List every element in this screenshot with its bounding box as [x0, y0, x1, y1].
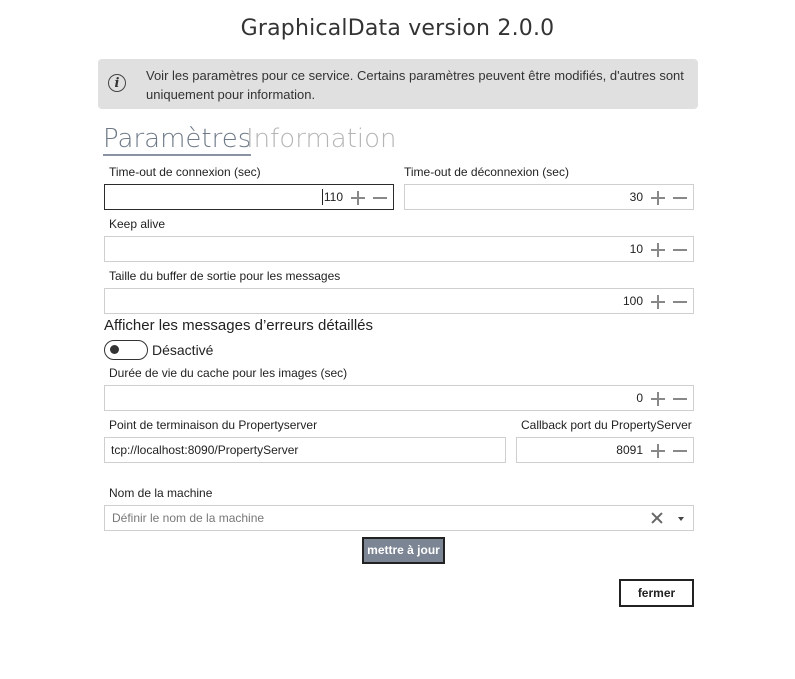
- tab-information[interactable]: Information: [246, 124, 397, 154]
- machine-name-placeholder: Définir le nom de la machine: [112, 511, 265, 525]
- toggle-knob: [110, 345, 119, 354]
- info-banner: [98, 59, 698, 109]
- disconnection-timeout-input[interactable]: [404, 184, 694, 210]
- machine-name-combobox[interactable]: [104, 505, 694, 531]
- plus-icon[interactable]: [650, 391, 666, 407]
- output-buffer-value: 100: [622, 294, 643, 308]
- output-buffer-label: Taille du buffer de sortie pour les messages: [109, 269, 341, 283]
- plus-icon[interactable]: [650, 294, 666, 310]
- close-button[interactable]: fermer: [619, 579, 694, 607]
- callback-port-value: 8091: [616, 443, 643, 457]
- tab-parametres[interactable]: Paramètres: [103, 124, 252, 154]
- minus-icon[interactable]: [372, 190, 388, 206]
- detailed-errors-state: Désactivé: [152, 342, 214, 358]
- disconnection-timeout-value: 30: [629, 190, 643, 204]
- info-icon: i: [108, 74, 126, 92]
- keep-alive-label: Keep alive: [109, 217, 166, 231]
- image-cache-value: 0: [636, 391, 643, 405]
- detailed-errors-toggle[interactable]: [104, 340, 148, 360]
- image-cache-label: Durée de vie du cache pour les images (sec): [109, 366, 348, 380]
- image-cache-input[interactable]: [104, 385, 694, 411]
- callback-port-label: Callback port du PropertyServer: [521, 418, 692, 432]
- minus-icon[interactable]: [672, 443, 688, 459]
- plus-icon[interactable]: [650, 242, 666, 258]
- machine-name-label: Nom de la machine: [109, 486, 213, 500]
- minus-icon[interactable]: [672, 190, 688, 206]
- connection-timeout-value: 110: [323, 190, 343, 204]
- update-button[interactable]: mettre à jour: [362, 537, 445, 564]
- text-caret: [322, 189, 323, 205]
- minus-icon[interactable]: [672, 391, 688, 407]
- info-banner-text: Voir les paramètres pour ce service. Certains paramètres peuvent être modifiés, d'autres sont uniquement pour information.: [146, 68, 684, 102]
- clear-icon[interactable]: [649, 510, 665, 526]
- propertyserver-endpoint-input[interactable]: [104, 437, 506, 463]
- connection-timeout-label: Time-out de connexion (sec): [109, 165, 261, 179]
- keep-alive-input[interactable]: [104, 236, 694, 262]
- plus-icon[interactable]: [650, 443, 666, 459]
- callback-port-input[interactable]: [516, 437, 694, 463]
- window-title: GraphicalData version 2.0.0: [240, 16, 555, 41]
- minus-icon[interactable]: [672, 294, 688, 310]
- plus-icon[interactable]: [650, 190, 666, 206]
- propertyserver-endpoint-label: Point de terminaison du Propertyserver: [109, 418, 318, 432]
- keep-alive-value: 10: [629, 242, 643, 256]
- connection-timeout-input[interactable]: [104, 184, 394, 210]
- minus-icon[interactable]: [672, 242, 688, 258]
- propertyserver-endpoint-value: tcp://localhost:8090/PropertyServer: [111, 443, 299, 457]
- output-buffer-input[interactable]: [104, 288, 694, 314]
- chevron-down-icon[interactable]: [678, 517, 684, 521]
- plus-icon[interactable]: [350, 190, 366, 206]
- detailed-errors-heading: Afficher les messages d’erreurs détaillés: [104, 317, 374, 334]
- disconnection-timeout-label: Time-out de déconnexion (sec): [404, 165, 569, 179]
